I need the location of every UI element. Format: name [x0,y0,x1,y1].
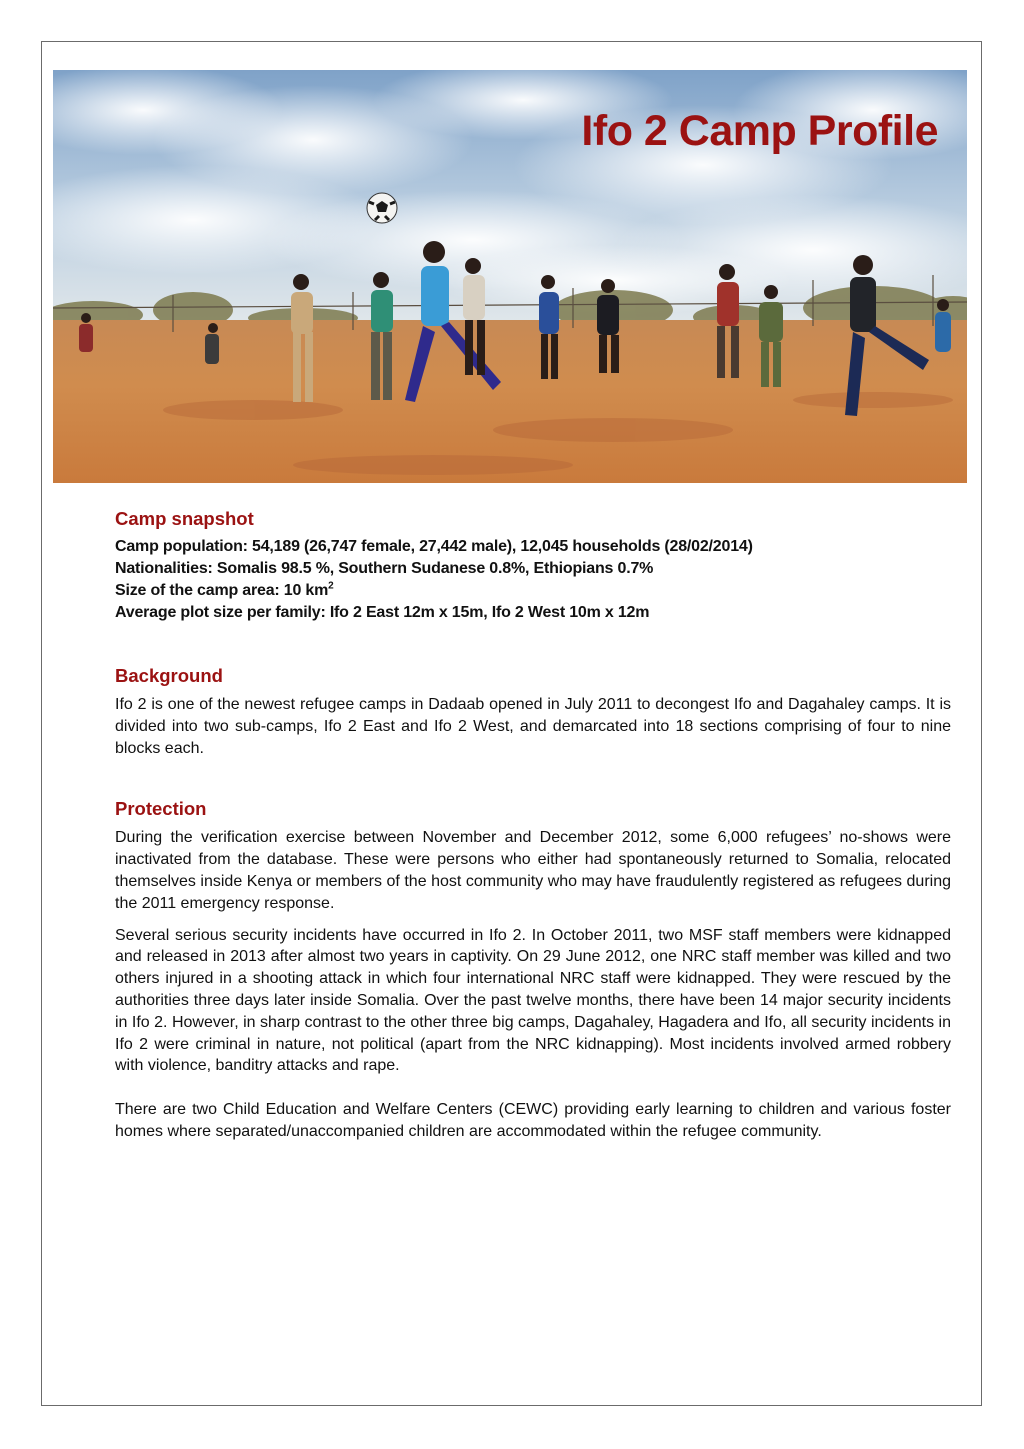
protection-paragraph-security: Several serious security incidents have occurred in Ifo 2. In October 2011, two MSF staff members were kidnapped and released in 2013 after almost two years in captivity. On 29 June 2012, one NRC staff member was killed and two others injured in a shooting attack in which four international NRC staff were kidnapped. They were rescued by the authorities three days later inside Somalia. Over the past twelve months, there have been 14 major security incidents in Ifo 2. However, in sharp contrast to the other three big camps, Dagahaley, Hagadera and Ifo, all security incidents in Ifo 2 were criminal in nature, not political (apart from the NRC kidnapping). Most incidents involved armed robbery with violence, banditry attacks and rape. [115,926,951,1075]
main-content [115,506,951,1143]
football [367,193,397,223]
snapshot-nationalities: Nationalities: Somalis 98.5 %, Southern Sudanese 0.8%, Ethiopians 0.7% [115,560,654,577]
snapshot-population: Camp population: 54,189 (26,747 female, 27,442 male), 12,045 households (28/02/2014) [115,538,753,555]
background-heading: Background [115,665,223,686]
camp-snapshot-heading: Camp snapshot [115,508,254,529]
snapshot-list [115,536,951,624]
background-paragraph: Ifo 2 is one of the newest refugee camps in Dadaab opened in July 2011 to decongest Ifo and Dagahaley camps. It is divided into two sub-camps, Ifo 2 East and Ifo 2 West, and demarcated into 18 sections comprising of four to nine blocks each. [115,696,951,757]
background-section [115,663,951,759]
camp-snapshot-section [115,506,951,624]
protection-paragraph-verification: During the verification exercise between November and December 2012, some 6,000 refugees’ no-shows were inactivated from the database. These were persons who either had spontaneously returned to Somalia, relocated themselves inside Kenya or members of the host community who may have fraudulently registered as refugees during the 2011 emergency response. [115,829,951,912]
camp-area-superscript: 2 [328,580,334,592]
snapshot-camp-area [115,580,951,602]
camp-area-text: Size of the camp area: 10 km [115,582,329,599]
snapshot-plot-size: Average plot size per family: Ifo 2 East 12m x 15m, Ifo 2 West 10m x 12m [115,604,650,621]
page-title: Ifo 2 Camp Profile [581,107,938,155]
protection-section [115,796,951,1142]
protection-paragraph-children: There are two Child Education and Welfare Centers (CEWC) providing early learning to children and various foster homes where separated/unaccompanied children are accommodated within the refugee community. [115,1101,951,1140]
hero-photo-children-playing-football [53,70,967,483]
protection-heading: Protection [115,798,207,820]
